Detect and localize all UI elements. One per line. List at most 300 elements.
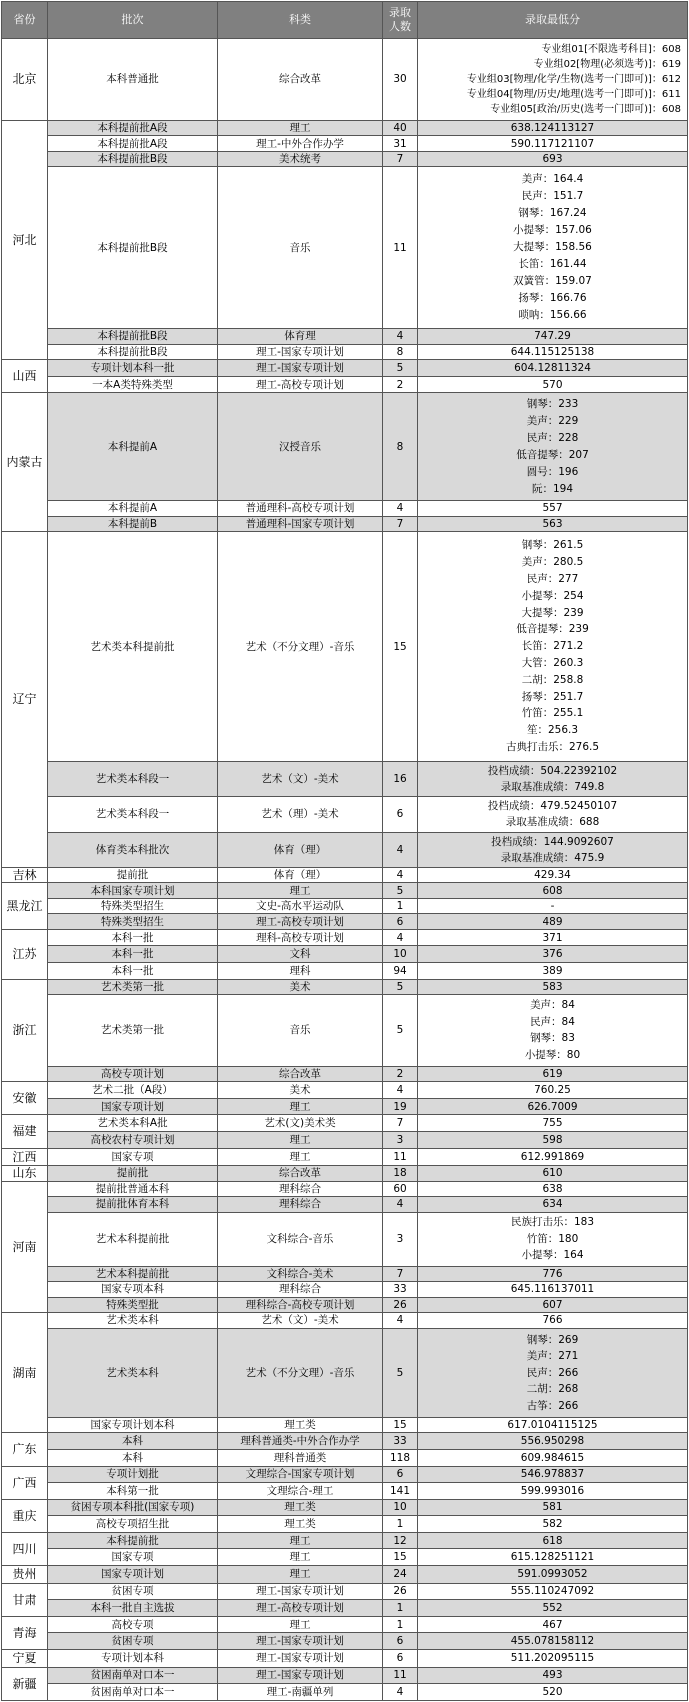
score-cell: 638 — [418, 1181, 688, 1197]
category-cell: 理科-高校专项计划 — [218, 929, 383, 946]
category-cell: 文史-高水平运动队 — [218, 898, 383, 914]
table-row — [2, 979, 688, 995]
table-row — [2, 1466, 688, 1483]
province-cell: 安徽 — [2, 1082, 48, 1115]
score-cell: 619 — [418, 1066, 688, 1082]
batch-cell: 本科提前批B段 — [48, 344, 218, 360]
batch-cell: 国家专项计划 — [48, 1565, 218, 1583]
category-cell: 理工 — [218, 1616, 383, 1633]
score-cell: 612.991869 — [418, 1148, 688, 1166]
category-cell: 理科综合 — [218, 1181, 383, 1197]
batch-cell: 本科 — [48, 1433, 218, 1450]
score-cell: 582 — [418, 1516, 688, 1533]
batch-cell: 专项计划本科一批 — [48, 360, 218, 377]
count-cell: 3 — [383, 1131, 418, 1148]
table-row — [2, 1532, 688, 1549]
count-cell: 4 — [383, 832, 418, 867]
category-cell: 理工 — [218, 1532, 383, 1549]
batch-cell: 国家专项本科 — [48, 1282, 218, 1298]
province-cell: 广西 — [2, 1466, 48, 1499]
count-cell: 10 — [383, 1499, 418, 1516]
table-row — [2, 344, 688, 360]
count-cell: 2 — [383, 376, 418, 393]
score-cell: 投档成绩：504.22392102 录取基准成绩：749.8 — [418, 762, 688, 797]
batch-cell: 本科一批 — [48, 929, 218, 946]
table-row — [2, 1684, 688, 1701]
score-cell: 618 — [418, 1532, 688, 1549]
count-cell: 7 — [383, 151, 418, 167]
score-cell: 598 — [418, 1131, 688, 1148]
batch-cell: 高校专项 — [48, 1616, 218, 1633]
province-cell: 吉林 — [2, 867, 48, 883]
province-cell: 江西 — [2, 1148, 48, 1166]
count-cell: 4 — [383, 501, 418, 517]
batch-cell: 国家专项 — [48, 1549, 218, 1566]
count-cell: 5 — [383, 995, 418, 1066]
table-row — [2, 1115, 688, 1132]
category-cell: 综合改革 — [218, 39, 383, 121]
score-cell: 607 — [418, 1297, 688, 1313]
province-cell: 内蒙古 — [2, 393, 48, 532]
header-category: 科类 — [218, 2, 383, 39]
category-cell: 体育（理） — [218, 867, 383, 883]
score-cell: 美声：164.4 民声：151.7 钢琴：167.24 小提琴：157.06 大提琴：158.56 长笛：161.44 双簧管：159.07 扬琴：166.76 唢呐：156.66 — [418, 167, 688, 329]
table-row — [2, 1266, 688, 1282]
batch-cell: 本科普通批 — [48, 39, 218, 121]
batch-cell: 一本A类特殊类型 — [48, 376, 218, 393]
table-row — [2, 1212, 688, 1266]
province-cell: 福建 — [2, 1115, 48, 1148]
count-cell: 2 — [383, 1066, 418, 1082]
count-cell: 15 — [383, 1549, 418, 1566]
table-row — [2, 1565, 688, 1583]
batch-cell: 艺术本科提前批 — [48, 1212, 218, 1266]
count-cell: 5 — [383, 360, 418, 377]
score-cell: 376 — [418, 946, 688, 963]
count-cell: 18 — [383, 1166, 418, 1182]
category-cell: 文理综合-国家专项计划 — [218, 1466, 383, 1483]
score-cell: 546.978837 — [418, 1466, 688, 1483]
count-cell: 5 — [383, 1328, 418, 1417]
score-cell: 590.117121107 — [418, 136, 688, 152]
province-cell: 青海 — [2, 1616, 48, 1649]
count-cell: 3 — [383, 1212, 418, 1266]
category-cell: 艺术（不分文理）-音乐 — [218, 532, 383, 762]
count-cell: 1 — [383, 1600, 418, 1617]
count-cell: 10 — [383, 946, 418, 963]
count-cell: 26 — [383, 1297, 418, 1313]
table-row — [2, 329, 688, 345]
category-cell: 美术 — [218, 979, 383, 995]
score-cell: 投档成绩：479.52450107 录取基准成绩：688 — [418, 797, 688, 832]
score-cell: 520 — [418, 1684, 688, 1701]
batch-cell: 特殊类型批 — [48, 1297, 218, 1313]
score-cell: 747.29 — [418, 329, 688, 345]
category-cell: 综合改革 — [218, 1166, 383, 1182]
batch-cell: 本科第一批 — [48, 1483, 218, 1500]
category-cell: 理工-国家专项计划 — [218, 1633, 383, 1650]
category-cell: 艺术（理）-美术 — [218, 797, 383, 832]
score-cell: 美声：84 民声：84 钢琴：83 小提琴：80 — [418, 995, 688, 1066]
header-count: 录取人数 — [383, 2, 418, 39]
table-row — [2, 1499, 688, 1516]
score-cell: 609.984615 — [418, 1449, 688, 1466]
score-cell: 755 — [418, 1115, 688, 1132]
category-cell: 理科普通类-中外合作办学 — [218, 1433, 383, 1450]
count-cell: 141 — [383, 1483, 418, 1500]
category-cell: 文理综合-理工 — [218, 1483, 383, 1500]
count-cell: 15 — [383, 1417, 418, 1433]
table-row — [2, 360, 688, 377]
count-cell: 6 — [383, 1649, 418, 1667]
category-cell: 理工类 — [218, 1417, 383, 1433]
count-cell: 5 — [383, 883, 418, 899]
batch-cell: 提前批 — [48, 1166, 218, 1182]
table-row — [2, 151, 688, 167]
batch-cell: 艺术类本科A批 — [48, 1115, 218, 1132]
batch-cell: 本科提前B — [48, 516, 218, 532]
table-row — [2, 516, 688, 532]
table-row — [2, 1313, 688, 1329]
batch-cell: 本科提前批B段 — [48, 167, 218, 329]
category-cell: 理工-国家专项计划 — [218, 1649, 383, 1667]
table-row — [2, 797, 688, 832]
batch-cell: 艺术类本科 — [48, 1328, 218, 1417]
score-cell: 455.078158112 — [418, 1633, 688, 1650]
count-cell: 15 — [383, 532, 418, 762]
table-row — [2, 1600, 688, 1617]
category-cell: 艺术（文）-美术 — [218, 1313, 383, 1329]
batch-cell: 高校专项招生批 — [48, 1516, 218, 1533]
province-cell: 江苏 — [2, 929, 48, 979]
score-cell: 555.110247092 — [418, 1583, 688, 1600]
count-cell: 4 — [383, 1197, 418, 1213]
batch-cell: 专项计划本科 — [48, 1649, 218, 1667]
table-row — [2, 1633, 688, 1650]
count-cell: 11 — [383, 1148, 418, 1166]
province-cell: 广东 — [2, 1433, 48, 1466]
count-cell: 7 — [383, 1115, 418, 1132]
province-cell: 黑龙江 — [2, 883, 48, 930]
table-row — [2, 883, 688, 899]
table-row — [2, 1549, 688, 1566]
score-cell: 634 — [418, 1197, 688, 1213]
table-row — [2, 898, 688, 914]
category-cell: 音乐 — [218, 167, 383, 329]
table-row — [2, 532, 688, 762]
category-cell: 艺术（不分文理）-音乐 — [218, 1328, 383, 1417]
admissions-table — [1, 1, 688, 1701]
score-cell: 583 — [418, 979, 688, 995]
province-cell: 浙江 — [2, 979, 48, 1082]
count-cell: 33 — [383, 1282, 418, 1298]
table-row — [2, 946, 688, 963]
category-cell: 理工类 — [218, 1499, 383, 1516]
table-row — [2, 867, 688, 883]
batch-cell: 本科提前批A段 — [48, 120, 218, 136]
count-cell: 4 — [383, 329, 418, 345]
count-cell: 4 — [383, 867, 418, 883]
count-cell: 8 — [383, 393, 418, 501]
batch-cell: 艺术类本科段一 — [48, 762, 218, 797]
category-cell: 综合改革 — [218, 1066, 383, 1082]
category-cell: 理工类 — [218, 1516, 383, 1533]
score-cell: 钢琴：233 美声：229 民声：228 低音提琴：207 圆号：196 阮：194 — [418, 393, 688, 501]
table-row — [2, 995, 688, 1066]
score-cell: 776 — [418, 1266, 688, 1282]
table-row — [2, 1449, 688, 1466]
score-cell: 民族打击乐：183 竹笛：180 小提琴：164 — [418, 1212, 688, 1266]
category-cell: 理工-国家专项计划 — [218, 344, 383, 360]
score-cell: 371 — [418, 929, 688, 946]
header-province: 省份 — [2, 2, 48, 39]
category-cell: 理工 — [218, 1565, 383, 1583]
category-cell: 理工 — [218, 1098, 383, 1115]
table-row — [2, 167, 688, 329]
batch-cell: 贫困南单对口本一 — [48, 1667, 218, 1684]
score-cell: 493 — [418, 1667, 688, 1684]
count-cell: 40 — [383, 120, 418, 136]
count-cell: 5 — [383, 979, 418, 995]
province-cell: 四川 — [2, 1532, 48, 1565]
table-row — [2, 1131, 688, 1148]
count-cell: 7 — [383, 516, 418, 532]
score-cell: 610 — [418, 1166, 688, 1182]
score-cell: 604.12811324 — [418, 360, 688, 377]
count-cell: 31 — [383, 136, 418, 152]
table-row — [2, 963, 688, 980]
header-row — [2, 2, 688, 39]
score-cell: 644.115125138 — [418, 344, 688, 360]
category-cell: 体育（理） — [218, 832, 383, 867]
province-cell: 甘肃 — [2, 1583, 48, 1616]
score-cell: 489 — [418, 914, 688, 930]
batch-cell: 艺术类本科 — [48, 1313, 218, 1329]
count-cell: 8 — [383, 344, 418, 360]
table-row — [2, 1066, 688, 1082]
batch-cell: 贫困专项 — [48, 1583, 218, 1600]
table-row — [2, 136, 688, 152]
batch-cell: 特殊类型招生 — [48, 914, 218, 930]
count-cell: 11 — [383, 1667, 418, 1684]
category-cell: 美术 — [218, 1082, 383, 1099]
score-cell: 投档成绩：144.9092607 录取基准成绩：475.9 — [418, 832, 688, 867]
count-cell: 6 — [383, 797, 418, 832]
count-cell: 60 — [383, 1181, 418, 1197]
table-row — [2, 1098, 688, 1115]
batch-cell: 艺术类本科段一 — [48, 797, 218, 832]
count-cell: 33 — [383, 1433, 418, 1450]
batch-cell: 国家专项计划 — [48, 1098, 218, 1115]
category-cell: 理工-中外合作办学 — [218, 136, 383, 152]
score-cell: 556.950298 — [418, 1433, 688, 1450]
table-row — [2, 120, 688, 136]
category-cell: 理工-国家专项计划 — [218, 360, 383, 377]
category-cell: 汉授音乐 — [218, 393, 383, 501]
score-cell: 专业组01[不限选考科目]：608 专业组02[物理(必须选考)]：619 专业组03[物理/化学/生物(选考一门即可)]：612 专业组04[物理/历史/地理(选考一门即可)]：611 专业组05[政治/历史(选考一门即可)]：608 — [418, 39, 688, 121]
batch-cell: 提前批普通本科 — [48, 1181, 218, 1197]
batch-cell: 本科提前A — [48, 393, 218, 501]
batch-cell: 提前批体育本科 — [48, 1197, 218, 1213]
count-cell: 118 — [383, 1449, 418, 1466]
category-cell: 理工 — [218, 1148, 383, 1166]
table-row — [2, 39, 688, 121]
province-cell: 河北 — [2, 120, 48, 359]
score-cell: - — [418, 898, 688, 914]
category-cell: 理工-南疆单列 — [218, 1684, 383, 1701]
table-row — [2, 929, 688, 946]
category-cell: 文科 — [218, 946, 383, 963]
count-cell: 11 — [383, 167, 418, 329]
province-cell: 新疆 — [2, 1667, 48, 1701]
score-cell: 钢琴：269 美声：271 民声：266 二胡：268 古筝：266 — [418, 1328, 688, 1417]
category-cell: 理科综合 — [218, 1197, 383, 1213]
score-cell: 626.7009 — [418, 1098, 688, 1115]
batch-cell: 本科提前批 — [48, 1532, 218, 1549]
table-row — [2, 1516, 688, 1533]
table-row — [2, 501, 688, 517]
province-cell: 山西 — [2, 360, 48, 393]
table-row — [2, 376, 688, 393]
category-cell: 理科普通类 — [218, 1449, 383, 1466]
score-cell: 557 — [418, 501, 688, 517]
category-cell: 理工 — [218, 883, 383, 899]
category-cell: 艺术(文)美术类 — [218, 1115, 383, 1132]
batch-cell: 本科提前A — [48, 501, 218, 517]
score-cell: 563 — [418, 516, 688, 532]
batch-cell: 提前批 — [48, 867, 218, 883]
batch-cell: 本科 — [48, 1449, 218, 1466]
batch-cell: 艺术本科提前批 — [48, 1266, 218, 1282]
count-cell: 4 — [383, 1684, 418, 1701]
score-cell: 钢琴：261.5 美声：280.5 民声：277 小提琴：254 大提琴：239 低音提琴：239 长笛：271.2 大管：260.3 二胡：258.8 扬琴：251.7 竹笛：255.1 笙：256.3 古典打击乐：276.5 — [418, 532, 688, 762]
batch-cell: 贫困专项本科批(国家专项) — [48, 1499, 218, 1516]
count-cell: 6 — [383, 914, 418, 930]
category-cell: 普通理科-国家专项计划 — [218, 516, 383, 532]
count-cell: 24 — [383, 1565, 418, 1583]
table-row — [2, 1583, 688, 1600]
score-cell: 766 — [418, 1313, 688, 1329]
score-cell: 389 — [418, 963, 688, 980]
category-cell: 理工 — [218, 1131, 383, 1148]
table-row — [2, 1328, 688, 1417]
province-cell: 湖南 — [2, 1313, 48, 1433]
batch-cell: 艺术类第一批 — [48, 979, 218, 995]
category-cell: 艺术（文）-美术 — [218, 762, 383, 797]
batch-cell: 特殊类型招生 — [48, 898, 218, 914]
score-cell: 591.0993052 — [418, 1565, 688, 1583]
count-cell: 12 — [383, 1532, 418, 1549]
category-cell: 音乐 — [218, 995, 383, 1066]
count-cell: 19 — [383, 1098, 418, 1115]
score-cell: 608 — [418, 883, 688, 899]
count-cell: 6 — [383, 1466, 418, 1483]
header-min-score: 录取最低分 — [418, 2, 688, 39]
category-cell: 普通理科-高校专项计划 — [218, 501, 383, 517]
count-cell: 1 — [383, 1516, 418, 1533]
province-cell: 山东 — [2, 1166, 48, 1182]
table-row — [2, 1197, 688, 1213]
category-cell: 理工-国家专项计划 — [218, 1583, 383, 1600]
province-cell: 贵州 — [2, 1565, 48, 1583]
province-cell: 辽宁 — [2, 532, 48, 868]
table-row — [2, 1483, 688, 1500]
batch-cell: 贫困专项 — [48, 1633, 218, 1650]
table-row — [2, 1297, 688, 1313]
count-cell: 6 — [383, 1633, 418, 1650]
table-row — [2, 1181, 688, 1197]
batch-cell: 本科一批自主选拔 — [48, 1600, 218, 1617]
batch-cell: 本科国家专项计划 — [48, 883, 218, 899]
count-cell: 30 — [383, 39, 418, 121]
table-row — [2, 1082, 688, 1099]
batch-cell: 高校专项计划 — [48, 1066, 218, 1082]
score-cell: 615.128251121 — [418, 1549, 688, 1566]
category-cell: 理科综合-高校专项计划 — [218, 1297, 383, 1313]
table-row — [2, 1417, 688, 1433]
province-cell: 北京 — [2, 39, 48, 121]
category-cell: 理工-高校专项计划 — [218, 1600, 383, 1617]
table-row — [2, 762, 688, 797]
batch-cell: 本科提前批A段 — [48, 136, 218, 152]
count-cell: 1 — [383, 1616, 418, 1633]
batch-cell: 本科提前批B段 — [48, 329, 218, 345]
category-cell: 理科综合 — [218, 1282, 383, 1298]
count-cell: 4 — [383, 1082, 418, 1099]
score-cell: 429.34 — [418, 867, 688, 883]
table-row — [2, 1433, 688, 1450]
batch-cell: 艺术类第一批 — [48, 995, 218, 1066]
batch-cell: 本科一批 — [48, 963, 218, 980]
table-row — [2, 1667, 688, 1684]
count-cell: 94 — [383, 963, 418, 980]
score-cell: 617.0104115125 — [418, 1417, 688, 1433]
score-cell: 760.25 — [418, 1082, 688, 1099]
score-cell: 552 — [418, 1600, 688, 1617]
batch-cell: 艺术二批（A段） — [48, 1082, 218, 1099]
table-row — [2, 1282, 688, 1298]
count-cell: 16 — [383, 762, 418, 797]
batch-cell: 本科一批 — [48, 946, 218, 963]
count-cell: 4 — [383, 929, 418, 946]
batch-cell: 体育类本科批次 — [48, 832, 218, 867]
category-cell: 美术统考 — [218, 151, 383, 167]
count-cell: 1 — [383, 898, 418, 914]
table-row — [2, 1148, 688, 1166]
header-batch: 批次 — [48, 2, 218, 39]
category-cell: 理工-国家专项计划 — [218, 1667, 383, 1684]
score-cell: 570 — [418, 376, 688, 393]
score-cell: 693 — [418, 151, 688, 167]
province-cell: 河南 — [2, 1181, 48, 1313]
batch-cell: 高校农村专项计划 — [48, 1131, 218, 1148]
score-cell: 581 — [418, 1499, 688, 1516]
batch-cell: 艺术类本科提前批 — [48, 532, 218, 762]
category-cell: 文科综合-音乐 — [218, 1212, 383, 1266]
category-cell: 理科 — [218, 963, 383, 980]
category-cell: 理工 — [218, 120, 383, 136]
count-cell: 26 — [383, 1583, 418, 1600]
batch-cell: 本科提前批B段 — [48, 151, 218, 167]
score-cell: 467 — [418, 1616, 688, 1633]
batch-cell: 国家专项 — [48, 1148, 218, 1166]
table-row — [2, 914, 688, 930]
count-cell: 4 — [383, 1313, 418, 1329]
province-cell: 重庆 — [2, 1499, 48, 1532]
category-cell: 理工-高校专项计划 — [218, 914, 383, 930]
score-cell: 645.116137011 — [418, 1282, 688, 1298]
batch-cell: 贫困南单对口本一 — [48, 1684, 218, 1701]
